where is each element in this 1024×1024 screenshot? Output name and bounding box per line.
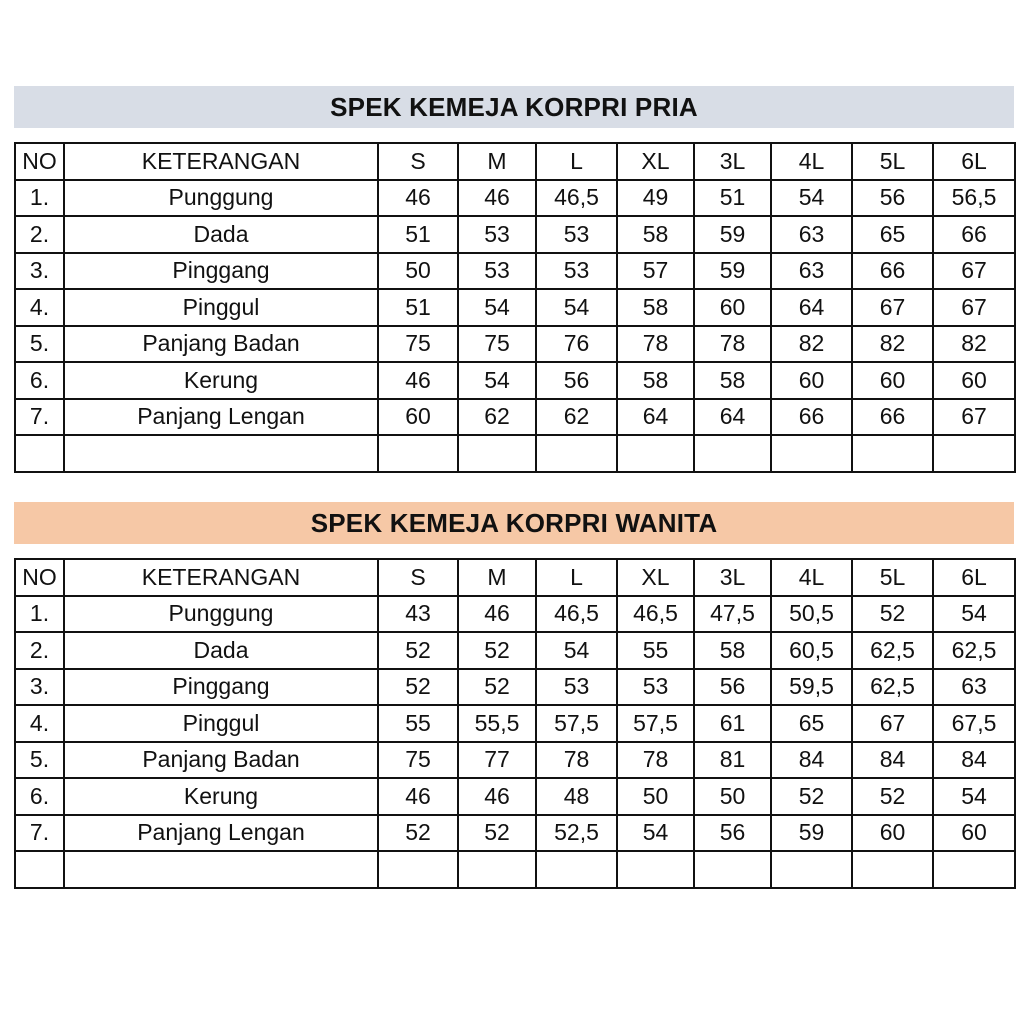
row-label: Panjang Lengan	[64, 399, 378, 436]
measurement-cell: 49	[617, 180, 694, 217]
row-number: 4.	[15, 705, 64, 742]
measurement-cell: 47,5	[694, 596, 771, 633]
measurement-cell: 60	[852, 362, 933, 399]
measurement-cell: 46,5	[617, 596, 694, 633]
measurement-cell: 76	[536, 326, 617, 363]
row-label: Panjang Badan	[64, 326, 378, 363]
measurement-cell: 62,5	[933, 632, 1015, 669]
measurement-cell: 82	[852, 326, 933, 363]
measurement-cell: 62	[536, 399, 617, 436]
table-row	[15, 362, 1015, 399]
measurement-cell: 75	[378, 742, 458, 779]
measurement-cell: 64	[771, 289, 852, 326]
header-size: L	[536, 559, 617, 596]
row-number: 3.	[15, 669, 64, 706]
measurement-cell: 63	[771, 216, 852, 253]
measurement-cell: 54	[617, 815, 694, 852]
table-row	[15, 180, 1015, 217]
header-size: 6L	[933, 559, 1015, 596]
measurement-cell: 75	[458, 326, 536, 363]
measurement-cell: 67,5	[933, 705, 1015, 742]
measurement-cell: 60,5	[771, 632, 852, 669]
measurement-cell: 62,5	[852, 632, 933, 669]
header-size: 3L	[694, 559, 771, 596]
measurement-cell: 51	[378, 216, 458, 253]
measurement-cell: 60	[771, 362, 852, 399]
row-number: 6.	[15, 778, 64, 815]
measurement-cell: 54	[771, 180, 852, 217]
measurement-cell: 84	[771, 742, 852, 779]
measurement-cell: 67	[933, 253, 1015, 290]
measurement-cell: 46	[378, 778, 458, 815]
measurement-cell: 58	[694, 632, 771, 669]
table-header-row	[15, 559, 1015, 596]
measurement-cell: 58	[617, 216, 694, 253]
measurement-cell: 51	[378, 289, 458, 326]
measurement-cell: 52	[378, 669, 458, 706]
measurement-cell: 78	[617, 326, 694, 363]
header-size: 4L	[771, 143, 852, 180]
table-row	[15, 632, 1015, 669]
measurement-cell: 57,5	[617, 705, 694, 742]
measurement-cell: 67	[852, 289, 933, 326]
measurement-cell: 65	[852, 216, 933, 253]
table-header-row	[15, 143, 1015, 180]
pria-table-body	[15, 180, 1015, 472]
measurement-cell: 78	[694, 326, 771, 363]
measurement-cell: 52	[458, 815, 536, 852]
empty-cell	[536, 851, 617, 888]
header-no: NO	[15, 143, 64, 180]
measurement-cell: 82	[771, 326, 852, 363]
empty-cell	[694, 851, 771, 888]
measurement-cell: 54	[458, 362, 536, 399]
row-label: Dada	[64, 216, 378, 253]
row-label: Kerung	[64, 778, 378, 815]
measurement-cell: 56	[694, 815, 771, 852]
measurement-cell: 55	[378, 705, 458, 742]
row-label: Dada	[64, 632, 378, 669]
measurement-cell: 52	[378, 815, 458, 852]
wanita-table-body	[15, 596, 1015, 888]
row-label: Pinggul	[64, 289, 378, 326]
table-row	[15, 289, 1015, 326]
measurement-cell: 56,5	[933, 180, 1015, 217]
measurement-cell: 58	[617, 289, 694, 326]
measurement-cell: 61	[694, 705, 771, 742]
measurement-cell: 55	[617, 632, 694, 669]
table-row	[15, 253, 1015, 290]
measurement-cell: 66	[852, 253, 933, 290]
measurement-cell: 84	[852, 742, 933, 779]
wanita-section	[14, 502, 1014, 889]
measurement-cell: 59	[694, 253, 771, 290]
measurement-cell: 52	[458, 669, 536, 706]
measurement-cell: 60	[694, 289, 771, 326]
measurement-cell: 60	[933, 362, 1015, 399]
measurement-cell: 48	[536, 778, 617, 815]
row-number: 4.	[15, 289, 64, 326]
measurement-cell: 46	[378, 362, 458, 399]
measurement-cell: 52	[771, 778, 852, 815]
pria-size-table	[14, 142, 1016, 473]
measurement-cell: 63	[933, 669, 1015, 706]
measurement-cell: 56	[694, 669, 771, 706]
empty-cell	[852, 851, 933, 888]
measurement-cell: 46,5	[536, 180, 617, 217]
measurement-cell: 53	[617, 669, 694, 706]
measurement-cell: 67	[852, 705, 933, 742]
row-number: 5.	[15, 326, 64, 363]
measurement-cell: 67	[933, 289, 1015, 326]
header-size: S	[378, 143, 458, 180]
row-label: Pinggul	[64, 705, 378, 742]
header-size: 4L	[771, 559, 852, 596]
measurement-cell: 57,5	[536, 705, 617, 742]
empty-cell	[617, 851, 694, 888]
row-label: Pinggang	[64, 669, 378, 706]
header-size: XL	[617, 559, 694, 596]
measurement-cell: 65	[771, 705, 852, 742]
measurement-cell: 59	[694, 216, 771, 253]
wanita-title: SPEK KEMEJA KORPRI WANITA	[14, 502, 1014, 544]
measurement-cell: 58	[694, 362, 771, 399]
header-keterangan: KETERANGAN	[64, 559, 378, 596]
row-number: 7.	[15, 399, 64, 436]
measurement-cell: 77	[458, 742, 536, 779]
row-number: 1.	[15, 596, 64, 633]
table-row	[15, 326, 1015, 363]
header-size: 3L	[694, 143, 771, 180]
measurement-cell: 52	[852, 596, 933, 633]
table-row	[15, 705, 1015, 742]
table-row	[15, 669, 1015, 706]
measurement-cell: 50	[378, 253, 458, 290]
empty-cell	[852, 435, 933, 472]
measurement-cell: 63	[771, 253, 852, 290]
row-number: 2.	[15, 632, 64, 669]
measurement-cell: 53	[458, 253, 536, 290]
header-size: M	[458, 559, 536, 596]
measurement-cell: 52,5	[536, 815, 617, 852]
row-label: Punggung	[64, 596, 378, 633]
measurement-cell: 50	[617, 778, 694, 815]
wanita-size-table	[14, 558, 1016, 889]
measurement-cell: 58	[617, 362, 694, 399]
measurement-cell: 66	[933, 216, 1015, 253]
measurement-cell: 50	[694, 778, 771, 815]
empty-cell	[771, 435, 852, 472]
pria-section	[14, 86, 1014, 473]
measurement-cell: 43	[378, 596, 458, 633]
measurement-cell: 53	[536, 216, 617, 253]
header-size: S	[378, 559, 458, 596]
measurement-cell: 53	[536, 253, 617, 290]
measurement-cell: 62	[458, 399, 536, 436]
row-number: 1.	[15, 180, 64, 217]
empty-cell	[933, 851, 1015, 888]
empty-cell	[15, 851, 64, 888]
measurement-cell: 50,5	[771, 596, 852, 633]
empty-cell	[458, 851, 536, 888]
empty-cell	[771, 851, 852, 888]
pria-title: SPEK KEMEJA KORPRI PRIA	[14, 86, 1014, 128]
measurement-cell: 66	[852, 399, 933, 436]
measurement-cell: 57	[617, 253, 694, 290]
empty-cell	[15, 435, 64, 472]
row-number: 6.	[15, 362, 64, 399]
measurement-cell: 55,5	[458, 705, 536, 742]
row-number: 7.	[15, 815, 64, 852]
header-size: L	[536, 143, 617, 180]
row-label: Panjang Badan	[64, 742, 378, 779]
measurement-cell: 54	[458, 289, 536, 326]
empty-cell	[933, 435, 1015, 472]
row-label: Pinggang	[64, 253, 378, 290]
empty-cell	[617, 435, 694, 472]
empty-cell	[458, 435, 536, 472]
measurement-cell: 64	[617, 399, 694, 436]
measurement-cell: 60	[378, 399, 458, 436]
empty-cell	[694, 435, 771, 472]
measurement-cell: 46	[378, 180, 458, 217]
measurement-cell: 78	[536, 742, 617, 779]
measurement-cell: 46	[458, 778, 536, 815]
row-label: Kerung	[64, 362, 378, 399]
table-row	[15, 742, 1015, 779]
row-number: 2.	[15, 216, 64, 253]
header-size: 6L	[933, 143, 1015, 180]
measurement-cell: 59,5	[771, 669, 852, 706]
measurement-cell: 52	[852, 778, 933, 815]
row-label: Panjang Lengan	[64, 815, 378, 852]
measurement-cell: 78	[617, 742, 694, 779]
header-size: 5L	[852, 143, 933, 180]
header-size: M	[458, 143, 536, 180]
empty-cell	[64, 851, 378, 888]
measurement-cell: 54	[536, 632, 617, 669]
empty-cell	[378, 851, 458, 888]
row-label: Punggung	[64, 180, 378, 217]
measurement-cell: 46	[458, 180, 536, 217]
measurement-cell: 46	[458, 596, 536, 633]
header-keterangan: KETERANGAN	[64, 143, 378, 180]
empty-row	[15, 851, 1015, 888]
measurement-cell: 66	[771, 399, 852, 436]
measurement-cell: 82	[933, 326, 1015, 363]
measurement-cell: 81	[694, 742, 771, 779]
header-size: XL	[617, 143, 694, 180]
header-no: NO	[15, 559, 64, 596]
measurement-cell: 56	[852, 180, 933, 217]
measurement-cell: 64	[694, 399, 771, 436]
empty-cell	[64, 435, 378, 472]
table-row	[15, 596, 1015, 633]
measurement-cell: 52	[458, 632, 536, 669]
empty-row	[15, 435, 1015, 472]
measurement-cell: 54	[933, 778, 1015, 815]
table-row	[15, 815, 1015, 852]
table-row	[15, 399, 1015, 436]
measurement-cell: 53	[536, 669, 617, 706]
measurement-cell: 46,5	[536, 596, 617, 633]
measurement-cell: 67	[933, 399, 1015, 436]
measurement-cell: 59	[771, 815, 852, 852]
measurement-cell: 60	[933, 815, 1015, 852]
measurement-cell: 60	[852, 815, 933, 852]
measurement-cell: 84	[933, 742, 1015, 779]
empty-cell	[378, 435, 458, 472]
table-row	[15, 216, 1015, 253]
table-row	[15, 778, 1015, 815]
measurement-cell: 62,5	[852, 669, 933, 706]
measurement-cell: 52	[378, 632, 458, 669]
measurement-cell: 54	[933, 596, 1015, 633]
header-size: 5L	[852, 559, 933, 596]
row-number: 3.	[15, 253, 64, 290]
measurement-cell: 53	[458, 216, 536, 253]
measurement-cell: 51	[694, 180, 771, 217]
measurement-cell: 54	[536, 289, 617, 326]
empty-cell	[536, 435, 617, 472]
measurement-cell: 75	[378, 326, 458, 363]
row-number: 5.	[15, 742, 64, 779]
measurement-cell: 56	[536, 362, 617, 399]
